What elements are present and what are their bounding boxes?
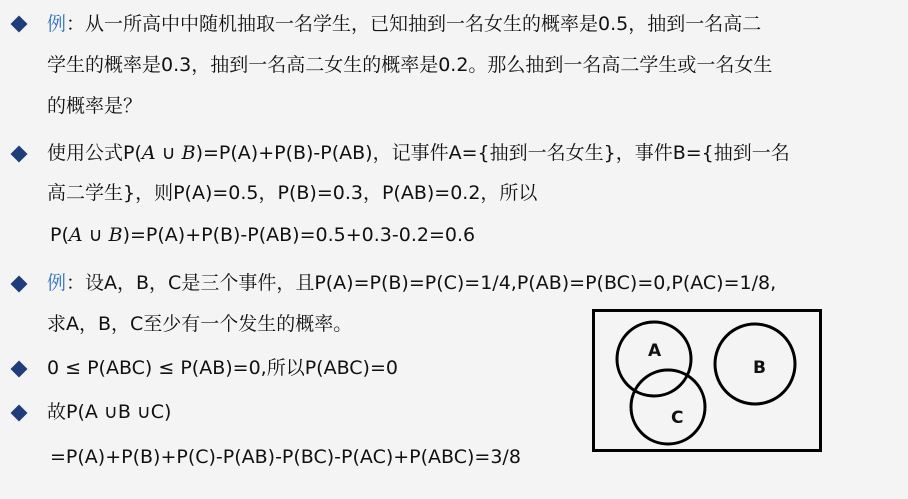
example-2-line-1 bbox=[47, 271, 776, 295]
bullet-diamond-icon bbox=[11, 405, 28, 422]
formula-italic-a: A bbox=[141, 142, 156, 164]
formula-text-post: )=P(A)+P(B)-P(AB)，记事件A={抽到一名女生}，事件B={抽到一名 bbox=[195, 142, 790, 164]
example-1-text: ：从一所高中中随机抽取一名学生，已知抽到一名女生的概率是0.5，抽到一名高二 bbox=[66, 13, 762, 35]
venn-diagram bbox=[592, 309, 822, 452]
venn-label-c: C bbox=[671, 408, 684, 428]
result-line: =P(A)+P(B)+P(C)-P(AB)-P(BC)-P(AC)+P(ABC)=3/8 bbox=[50, 446, 521, 468]
example-label: 例 bbox=[47, 13, 67, 35]
inequality-line: 0 ≤ P(ABC) ≤ P(AB)=0,所以P(ABC)=0 bbox=[47, 357, 398, 379]
union-line: 故P(A ∪B ∪C) bbox=[47, 401, 172, 423]
example-1-line-1 bbox=[47, 12, 761, 36]
venn-label-b: B bbox=[753, 358, 766, 378]
union-symbol: ∪ bbox=[155, 142, 182, 164]
venn-label-a: A bbox=[648, 341, 662, 361]
union-symbol: ∪ bbox=[82, 224, 109, 246]
bullet-diamond-icon bbox=[11, 361, 28, 378]
example-label: 例 bbox=[47, 272, 67, 294]
formula-text-pre: 使用公式P( bbox=[47, 142, 142, 164]
example-1-line-2: 学生的概率是0.3，抽到一名高二女生的概率是0.2。那么抽到一名高二学生或一名女生 bbox=[47, 54, 773, 76]
formula-italic-a: A bbox=[68, 224, 83, 246]
example-1-line-3: 的概率是？ bbox=[47, 95, 143, 117]
bullet-diamond-icon bbox=[11, 276, 28, 293]
venn-circle-c bbox=[631, 370, 705, 444]
formula-text-post: )=P(A)+P(B)-P(AB)=0.5+0.3-0.2=0.6 bbox=[122, 224, 476, 246]
bullet-diamond-icon bbox=[11, 146, 28, 163]
example-2-line-2: 求A，B，C至少有一个发生的概率。 bbox=[47, 313, 353, 335]
formula-italic-b: B bbox=[108, 224, 123, 246]
example-2-text: ：设A，B，C是三个事件，且P(A)=P(B)=P(C)=1/4,P(AB)=P(BC)=0,P(AC)=1/8, bbox=[66, 272, 777, 294]
venn-svg bbox=[592, 309, 822, 452]
formula-line-3 bbox=[50, 223, 475, 247]
formula-line-1 bbox=[47, 141, 790, 165]
formula-italic-b: B bbox=[181, 142, 196, 164]
formula-line-2: 高二学生}，则P(A)=0.5，P(B)=0.3，P(AB)=0.2，所以 bbox=[47, 182, 538, 204]
formula-text-pre: P( bbox=[50, 224, 69, 246]
bullet-diamond-icon bbox=[11, 16, 28, 33]
